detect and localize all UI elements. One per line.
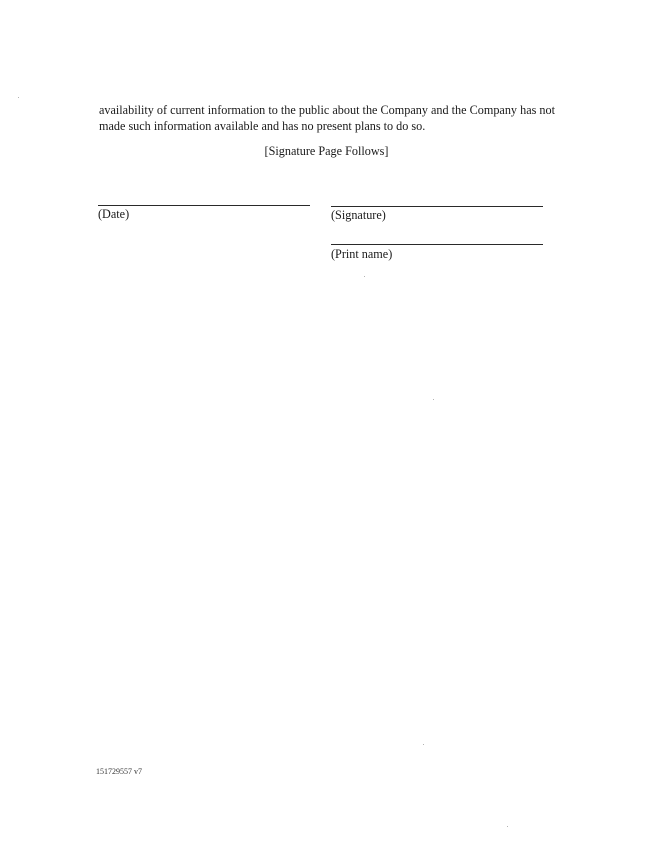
scan-speck — [423, 744, 424, 745]
signature-caption: (Signature) — [331, 208, 386, 222]
document-footer-id: 151729557 v7 — [96, 767, 142, 776]
date-signature-line — [98, 205, 310, 206]
closing-paragraph — [99, 103, 555, 134]
scan-speck — [507, 826, 508, 827]
scan-speck — [18, 97, 19, 98]
print-name-line — [331, 244, 543, 245]
signature-line — [331, 206, 543, 207]
scan-speck — [433, 399, 434, 400]
paragraph-line-2: made such information available and has no present plans to do so. — [99, 118, 426, 133]
paragraph-line-1: availability of current information to the public about the Company and the Company has not — [99, 103, 555, 117]
date-caption: (Date) — [98, 207, 130, 221]
scan-speck — [364, 276, 365, 277]
signature-page-follows-note: [Signature Page Follows] — [264, 144, 389, 158]
print-name-caption: (Print name) — [331, 247, 393, 261]
